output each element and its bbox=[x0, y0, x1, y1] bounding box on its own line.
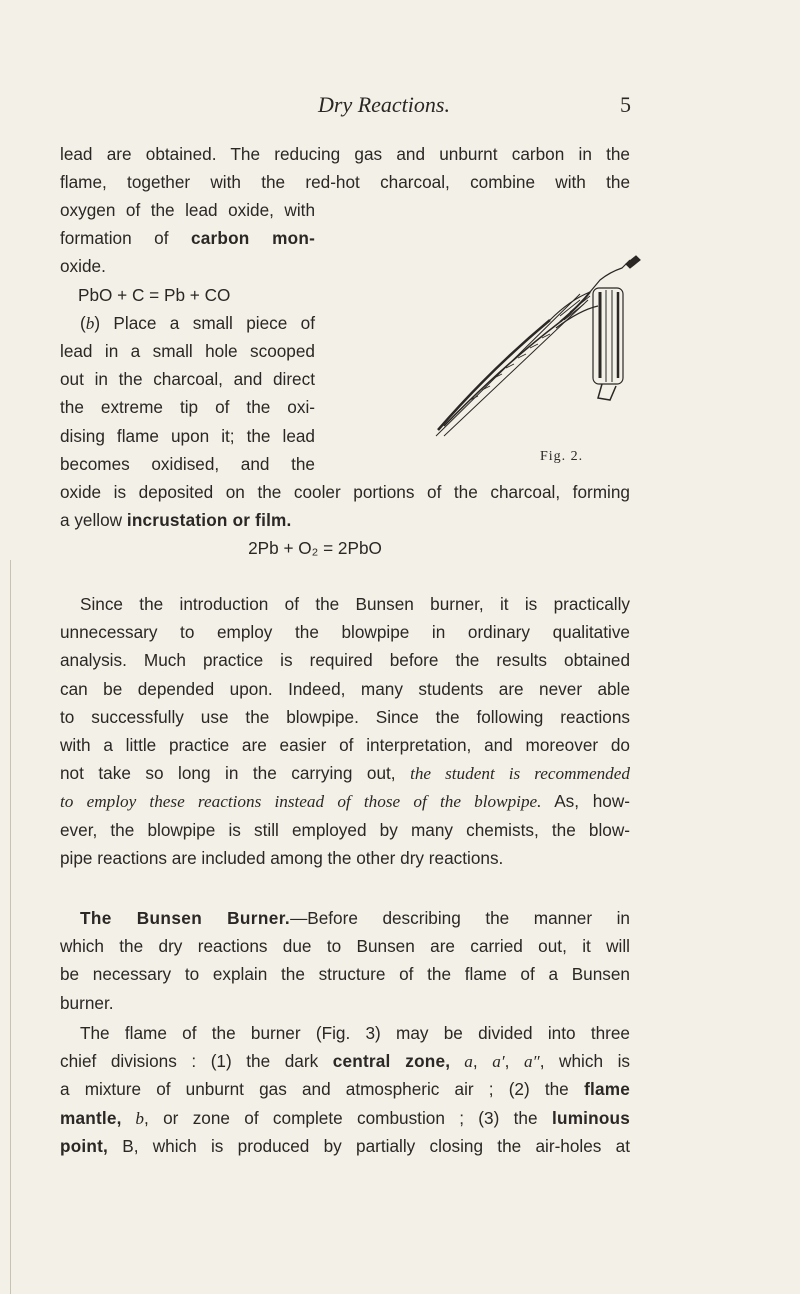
paragraph-bunsen-intro bbox=[60, 590, 630, 872]
text-line bbox=[60, 1104, 630, 1132]
bold-term: flame bbox=[568, 1079, 630, 1100]
text-line: the extreme tip of the oxi- bbox=[60, 397, 315, 418]
text-line: oxide. bbox=[60, 256, 106, 277]
text-line bbox=[60, 904, 630, 932]
text-line bbox=[60, 787, 630, 815]
text-run: , bbox=[472, 1051, 493, 1072]
text-line: lead are obtained. The reducing gas and unburnt carbon in the bbox=[60, 144, 630, 164]
bold-term: mantle, bbox=[60, 1107, 122, 1128]
text-line: can be depended upon. Indeed, many students are never able bbox=[60, 678, 630, 699]
section-heading: The Bunsen Burner. bbox=[80, 908, 291, 928]
bold-term: central zone, bbox=[332, 1051, 451, 1072]
text-line: analysis. Much practice is required before the results obtained bbox=[60, 650, 630, 671]
text-line: with a little practice are easier of interpretation, and moreover do bbox=[60, 734, 630, 755]
text-run: a mixture of unburnt gas and atmospheric air ; (2) the bbox=[60, 1079, 569, 1100]
text-line: unnecessary to employ the blowpipe in ordinary qualitative bbox=[60, 622, 630, 643]
page-edge-line bbox=[10, 560, 11, 1294]
zone-letter: a′ bbox=[492, 1052, 505, 1072]
text-run: not take so long in the carrying out, bbox=[60, 763, 411, 784]
text-line: lead in a small hole scooped bbox=[60, 340, 315, 361]
italic-recommendation: to employ these reactions instead of those of the blowpipe. bbox=[60, 792, 542, 812]
text-run: B, which is produced by partially closing the air-holes at bbox=[107, 1135, 630, 1156]
text-line: ever, the blowpipe is still employed by many chemists, the blow- bbox=[60, 819, 630, 840]
paragraph-flame-divisions bbox=[60, 1019, 630, 1160]
paragraph-beside-figure bbox=[60, 196, 315, 478]
section-bunsen-burner bbox=[60, 904, 630, 1017]
zone-letter: a bbox=[450, 1052, 473, 1072]
text-run: —Before describing the manner in bbox=[290, 908, 630, 928]
text-line: which the dry reactions due to Bunsen are carried out, it will bbox=[60, 936, 630, 957]
text-run: , which is bbox=[539, 1051, 630, 1072]
bold-term: luminous bbox=[537, 1107, 631, 1128]
blowpipe-icon bbox=[430, 250, 650, 440]
bold-term: point, bbox=[60, 1135, 108, 1156]
text-line bbox=[60, 1075, 630, 1103]
text-run: , or zone of complete combustion ; (3) the bbox=[144, 1107, 538, 1128]
text-line: to successfully use the blowpipe. Since the following reactions bbox=[60, 706, 630, 727]
text-run: a yellow bbox=[60, 510, 127, 531]
text-line: becomes oxidised, and the bbox=[60, 453, 315, 474]
text-line: flame, together with the red-hot charcoal, combine with the bbox=[60, 172, 630, 193]
text-line bbox=[60, 224, 315, 252]
equation-pbo-reduction: PbO + C = Pb + CO bbox=[78, 284, 231, 305]
text-line: pipe reactions are included among the other dry reactions. bbox=[60, 847, 504, 868]
text-line: burner. bbox=[60, 992, 114, 1013]
text-line: dising flame upon it; the lead bbox=[60, 425, 315, 446]
text-line bbox=[60, 759, 630, 787]
paragraph-lead-reduction bbox=[60, 140, 630, 196]
item-letter: b bbox=[85, 313, 95, 333]
text-run: , bbox=[504, 1051, 524, 1072]
text-line: be necessary to explain the structure of the flame of a Bunsen bbox=[60, 964, 630, 985]
paragraph-incrustation bbox=[60, 478, 630, 563]
bold-term: carbon mon- bbox=[190, 228, 315, 249]
text-run: chief divisions : (1) the dark bbox=[60, 1051, 333, 1072]
text-line bbox=[60, 1132, 630, 1160]
text-run: ) Place a small piece of bbox=[94, 312, 315, 333]
text-line: oxide is deposited on the cooler portions of the charcoal, forming bbox=[60, 482, 630, 502]
zone-letter: a″ bbox=[523, 1052, 540, 1072]
equation-lead-oxidation: 2Pb + O₂ = 2PbO bbox=[248, 538, 382, 559]
text-line bbox=[60, 309, 315, 337]
text-line: The flame of the burner (Fig. 3) may be divided into three bbox=[80, 1023, 630, 1043]
italic-recommendation: the student is recommended bbox=[410, 764, 630, 784]
text-run: formation of bbox=[60, 228, 191, 249]
text-run: ( bbox=[80, 312, 86, 333]
text-line: Since the introduction of the Bunsen burner, it is practically bbox=[80, 594, 630, 614]
figure-caption: Fig. 2. bbox=[540, 449, 584, 464]
running-head bbox=[0, 92, 800, 122]
text-line bbox=[60, 1047, 630, 1075]
text-line: out in the charcoal, and direct bbox=[60, 369, 315, 390]
text-line bbox=[60, 506, 630, 534]
running-title: Dry Reactions. bbox=[318, 92, 450, 117]
bold-term: incrustation or film. bbox=[126, 510, 292, 531]
zone-letter: b bbox=[121, 1108, 145, 1128]
text-line: oxygen of the lead oxide, with bbox=[60, 200, 315, 220]
page-number: 5 bbox=[620, 92, 631, 117]
text-run: As, how- bbox=[541, 791, 630, 812]
